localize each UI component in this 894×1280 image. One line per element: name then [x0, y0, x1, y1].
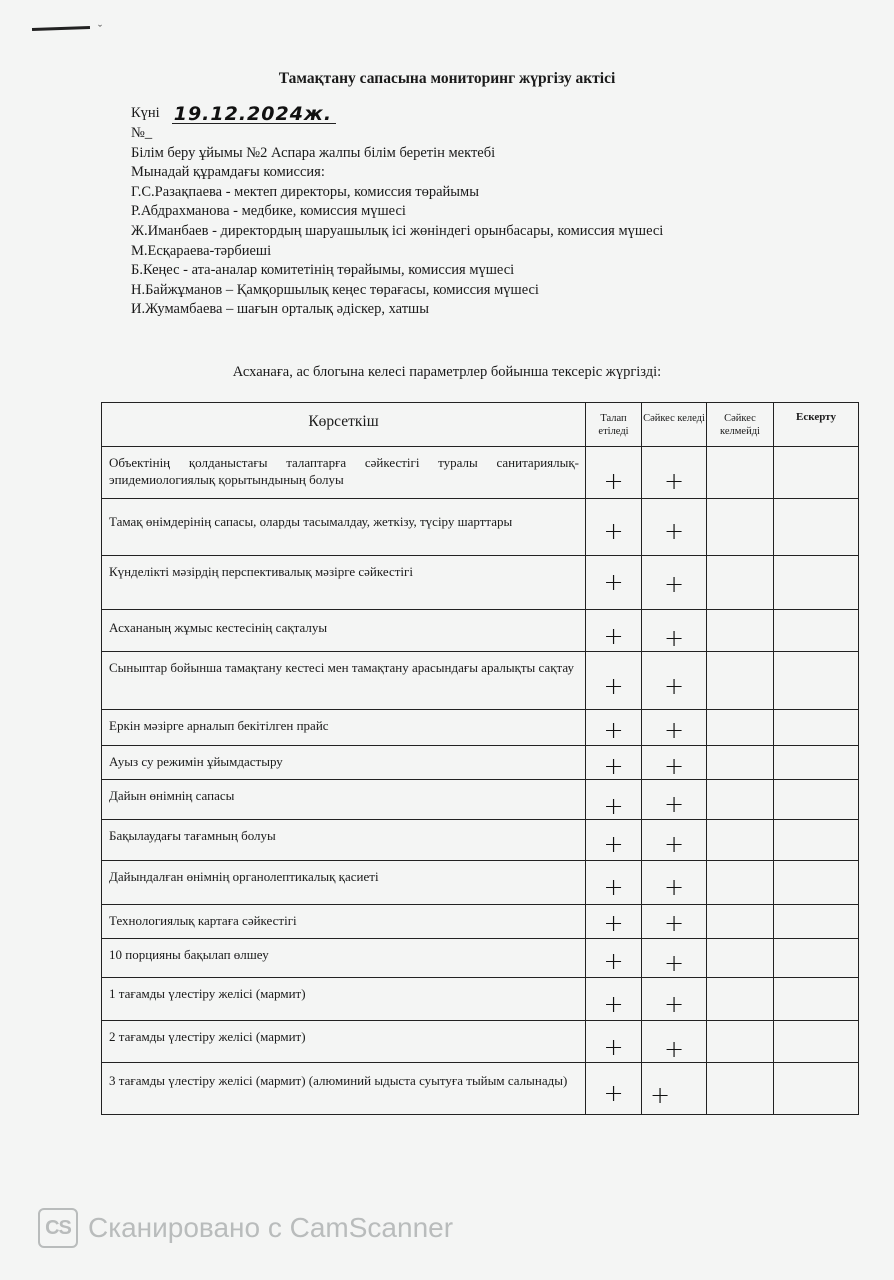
table-row — [102, 652, 859, 710]
required-mark: + — [586, 710, 642, 746]
table-row — [102, 556, 859, 610]
compliant-mark: + — [642, 499, 707, 556]
compliant-mark: + — [642, 861, 707, 905]
criterion-cell: 1 тағамды үлестіру желісі (мармит) — [102, 978, 586, 1021]
header-line: Ж.Иманбаев - директордың шаруашылық ісі жөніндегі орынбасары, комиссия мүшесі — [131, 222, 664, 239]
header-block — [131, 104, 663, 320]
noncompliant-cell — [707, 610, 774, 652]
required-mark: + — [586, 939, 642, 978]
header-line: М.Есқараева-тәрбиеші — [131, 242, 272, 259]
noncompliant-cell — [707, 652, 774, 710]
note-cell — [774, 652, 859, 710]
pen-tick: ˇ — [98, 22, 102, 36]
header-note: Ескерту — [774, 403, 859, 447]
required-mark: + — [586, 861, 642, 905]
noncompliant-cell — [707, 499, 774, 556]
required-mark: + — [586, 820, 642, 861]
required-mark: + — [586, 780, 642, 820]
table-row — [102, 499, 859, 556]
criterion-cell: Бақылаудағы тағамның болуы — [102, 820, 586, 861]
table-row — [102, 780, 859, 820]
table-row — [102, 939, 859, 978]
compliant-mark: + — [642, 978, 707, 1021]
table-header-row — [102, 403, 859, 447]
criterion-cell: Дайын өнімнің сапасы — [102, 780, 586, 820]
required-mark: + — [586, 1021, 642, 1063]
noncompliant-cell — [707, 861, 774, 905]
note-cell — [774, 499, 859, 556]
table-row — [102, 861, 859, 905]
compliant-mark: + — [642, 556, 707, 610]
camscanner-logo: CS — [38, 1208, 78, 1248]
date-line — [131, 104, 663, 124]
note-cell — [774, 861, 859, 905]
required-mark: + — [586, 499, 642, 556]
note-cell — [774, 1021, 859, 1063]
table-row — [102, 610, 859, 652]
note-cell — [774, 610, 859, 652]
compliant-mark: + — [642, 652, 707, 710]
date-label: Күні — [131, 105, 160, 122]
number-line: №_ — [131, 125, 153, 141]
noncompliant-cell — [707, 978, 774, 1021]
noncompliant-cell — [707, 939, 774, 978]
document-title: Тамақтану сапасына мониторинг жүргізу актісі — [278, 70, 616, 87]
noncompliant-cell — [707, 746, 774, 780]
compliant-mark: + — [642, 746, 707, 780]
table-row — [102, 820, 859, 861]
header-required: Талап етіледі — [586, 403, 642, 447]
required-mark: + — [586, 610, 642, 652]
required-mark: + — [586, 746, 642, 780]
criterion-cell: Объектінің қолданыстағы талаптарға сәйкестігі туралы санитариялық-эпидемиологиялық қорытындының болуы — [102, 447, 586, 499]
table-row — [102, 447, 859, 499]
pen-mark — [32, 26, 90, 31]
table-row — [102, 710, 859, 746]
compliant-mark: + — [642, 1063, 707, 1115]
criterion-cell: 3 тағамды үлестіру желісі (мармит) (алюминий ыдыста суытуға тыйым салынады) — [102, 1063, 586, 1115]
noncompliant-cell — [707, 710, 774, 746]
note-cell — [774, 978, 859, 1021]
header-line: Білім беру ұйымы №2 Аспара жалпы білім беретін мектебі — [131, 144, 496, 161]
compliant-mark: + — [642, 780, 707, 820]
header-line: Н.Байжұманов – Қамқоршылық кеңес төрағасы, комиссия мүшесі — [131, 281, 539, 298]
table-row — [102, 978, 859, 1021]
noncompliant-cell — [707, 820, 774, 861]
compliant-mark: + — [642, 610, 707, 652]
handwritten-date: 19.12.2024ж. — [172, 105, 336, 124]
required-mark: + — [586, 1063, 642, 1115]
compliant-mark: + — [642, 905, 707, 939]
checklist-table — [101, 402, 859, 1115]
header-criterion: Көрсеткіш — [102, 403, 586, 447]
criterion-cell: Сыныптар бойынша тамақтану кестесі мен тамақтану арасындағы аралықты сақтау — [102, 652, 586, 710]
header-compliant: Сәйкес келеді — [642, 403, 707, 447]
noncompliant-cell — [707, 1021, 774, 1063]
required-mark: + — [586, 978, 642, 1021]
intro-text: Асханаға, ас блогына келесі параметрлер бойынша тексеріс жүргізді: — [232, 364, 662, 380]
table-row — [102, 1021, 859, 1063]
note-cell — [774, 780, 859, 820]
compliant-mark: + — [642, 820, 707, 861]
note-cell — [774, 820, 859, 861]
header-line: Г.С.Разақпаева - мектеп директоры, комиссия төрайымы — [131, 183, 479, 200]
criterion-cell: Технологиялық картаға сәйкестігі — [102, 905, 586, 939]
compliant-mark: + — [642, 447, 707, 499]
required-mark: + — [586, 905, 642, 939]
table-row — [102, 1063, 859, 1115]
criterion-cell: Дайындалған өнімнің органолептикалық қасиеті — [102, 861, 586, 905]
table-row — [102, 746, 859, 780]
criterion-cell: Ауыз су режимін ұйымдастыру — [102, 746, 586, 780]
note-cell — [774, 939, 859, 978]
criterion-cell: 2 тағамды үлестіру желісі (мармит) — [102, 1021, 586, 1063]
criterion-cell: Асхананың жұмыс кестесінің сақталуы — [102, 610, 586, 652]
header-line: Б.Кеңес - ата-аналар комитетінің төрайымы, комиссия мүшесі — [131, 262, 515, 279]
note-cell — [774, 746, 859, 780]
required-mark: + — [586, 556, 642, 610]
compliant-mark: + — [642, 710, 707, 746]
criterion-cell: Күнделікті мәзірдің перспективалық мәзірге сәйкестігі — [102, 556, 586, 610]
noncompliant-cell — [707, 1063, 774, 1115]
header-line: Р.Абдрахманова - медбике, комиссия мүшесі — [131, 203, 406, 220]
compliant-mark: + — [642, 1021, 707, 1063]
noncompliant-cell — [707, 905, 774, 939]
note-cell — [774, 447, 859, 499]
required-mark: + — [586, 447, 642, 499]
criterion-cell: 10 порцияны бақылап өлшеу — [102, 939, 586, 978]
note-cell — [774, 1063, 859, 1115]
criterion-cell: Тамақ өнімдерінің сапасы, оларды тасымалдау, жеткізу, түсіру шарттары — [102, 499, 586, 556]
note-cell — [774, 905, 859, 939]
header-line: И.Жумамбаева – шағын орталық әдіскер, хатшы — [131, 301, 429, 318]
noncompliant-cell — [707, 556, 774, 610]
noncompliant-cell — [707, 780, 774, 820]
required-mark: + — [586, 652, 642, 710]
scanner-watermark: Сканировано с CamScanner — [88, 1212, 454, 1243]
header-line: Мынадай құрамдағы комиссия: — [131, 164, 325, 181]
header-noncompliant: Сәйкес келмейді — [707, 403, 774, 447]
criterion-cell: Еркін мәзірге арналып бекітілген прайс — [102, 710, 586, 746]
note-cell — [774, 710, 859, 746]
compliant-mark: + — [642, 939, 707, 978]
note-cell — [774, 556, 859, 610]
table-row — [102, 905, 859, 939]
noncompliant-cell — [707, 447, 774, 499]
